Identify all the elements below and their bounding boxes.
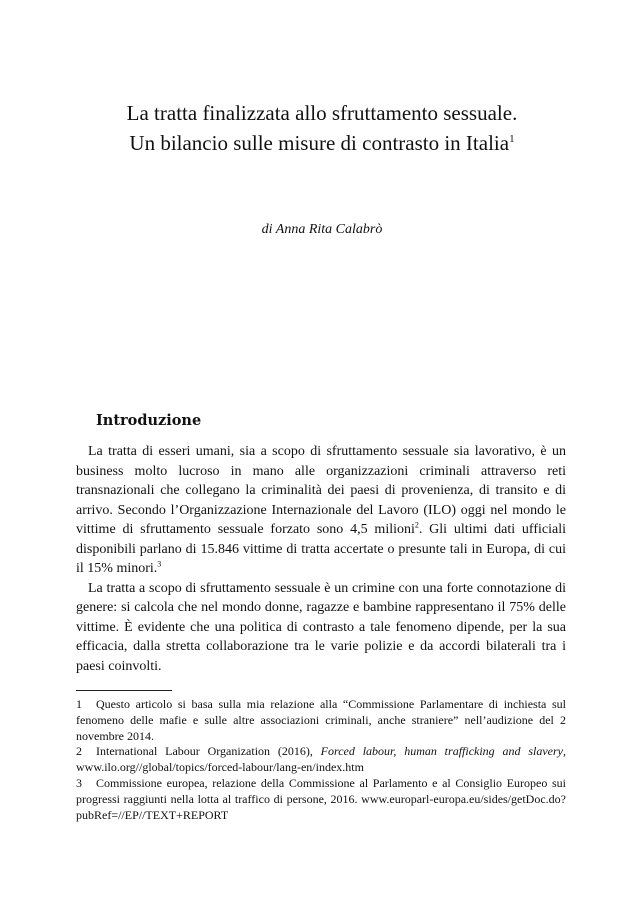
article-title-line-1 [60, 98, 584, 128]
footnote-3 [76, 776, 566, 823]
footnote-2 [76, 744, 566, 776]
paragraph-1-part-1: La tratta di esseri umani, sia a scopo di sfruttamento sessuale sia lavorativo, è un business molto lucroso in mano alle organizzazioni criminali attraverso reti transnazionali che collegano la criminalità dei paesi di provenienza, di transito e di arrivo. Secondo l’Organizzazione Internazionale del Lavoro (ILO) oggi nel mondo le vittime di sfruttamento sessuale forzato sono 4,5 milioni [76, 444, 566, 537]
section-heading: Introduzione [96, 412, 202, 429]
footnotes [76, 697, 566, 823]
title-line-1-text: La tratta finalizzata allo sfruttamento sessuale. [126, 101, 518, 125]
footnote-number: 2 [76, 744, 82, 759]
footnote-marker-3: 3 [157, 559, 162, 569]
author-byline: di Anna Rita Calabrò [261, 222, 383, 237]
footnote-text: Questo articolo si basa sulla mia relazione alla “Commissione Parlamentare di inchiesta sul fenomeno delle mafie e sulle altre associazioni criminali, anche straniere” nell’audizione del 2 novembre 2014. [76, 697, 566, 743]
footnote-divider [76, 690, 172, 691]
footnote-marker-2: 2 [414, 520, 419, 530]
paragraph-2: La tratta a scopo di sfruttamento sessuale è un crimine con una forte connotazione di genere: si calcola che nel mondo donne, ragazze e bambine rappresentano il 75% delle vittime. È evidente che una politica di contrasto a tale fenomeno dipende, per la sua efficacia, dalla stretta collaborazione tra le varie polizie e da accordi bilaterali tra i paesi coinvolti. [76, 580, 566, 674]
footnote-italic-title: Forced labour, human trafficking and slavery [320, 744, 563, 759]
footnote-text-after: , www.ilo.org//global/topics/forced-labour/lang-en/index.htm [76, 744, 566, 775]
footnote-text: Commissione europea, relazione della Commissione al Parlamento e al Consiglio Europeo sui progressi raggiunti nella lotta al traffico di persone, 2016. www.europarl-europa.eu/sides/getDoc.do?pubRef=//EP//TEXT+REPORT [76, 775, 566, 822]
title-footnote-marker: 1 [509, 133, 515, 145]
footnote-1 [76, 697, 566, 744]
article-title-line-2 [60, 128, 584, 158]
title-line-2-text: Un bilancio sulle misure di contrasto in Italia [129, 131, 510, 155]
footnote-number: 1 [76, 697, 82, 711]
footnote-text-before: International Labour Organization (2016), [96, 744, 321, 759]
body-text [76, 442, 566, 676]
paragraph-1-part-2: . Gli ultimi dati ufficiali disponibili parlano di 15.846 vittime di tratta accertate o presunte tali in Europa, di cui il 15% minori. [76, 522, 566, 576]
paragraph-1 [76, 442, 566, 579]
footnote-number: 3 [76, 775, 82, 790]
